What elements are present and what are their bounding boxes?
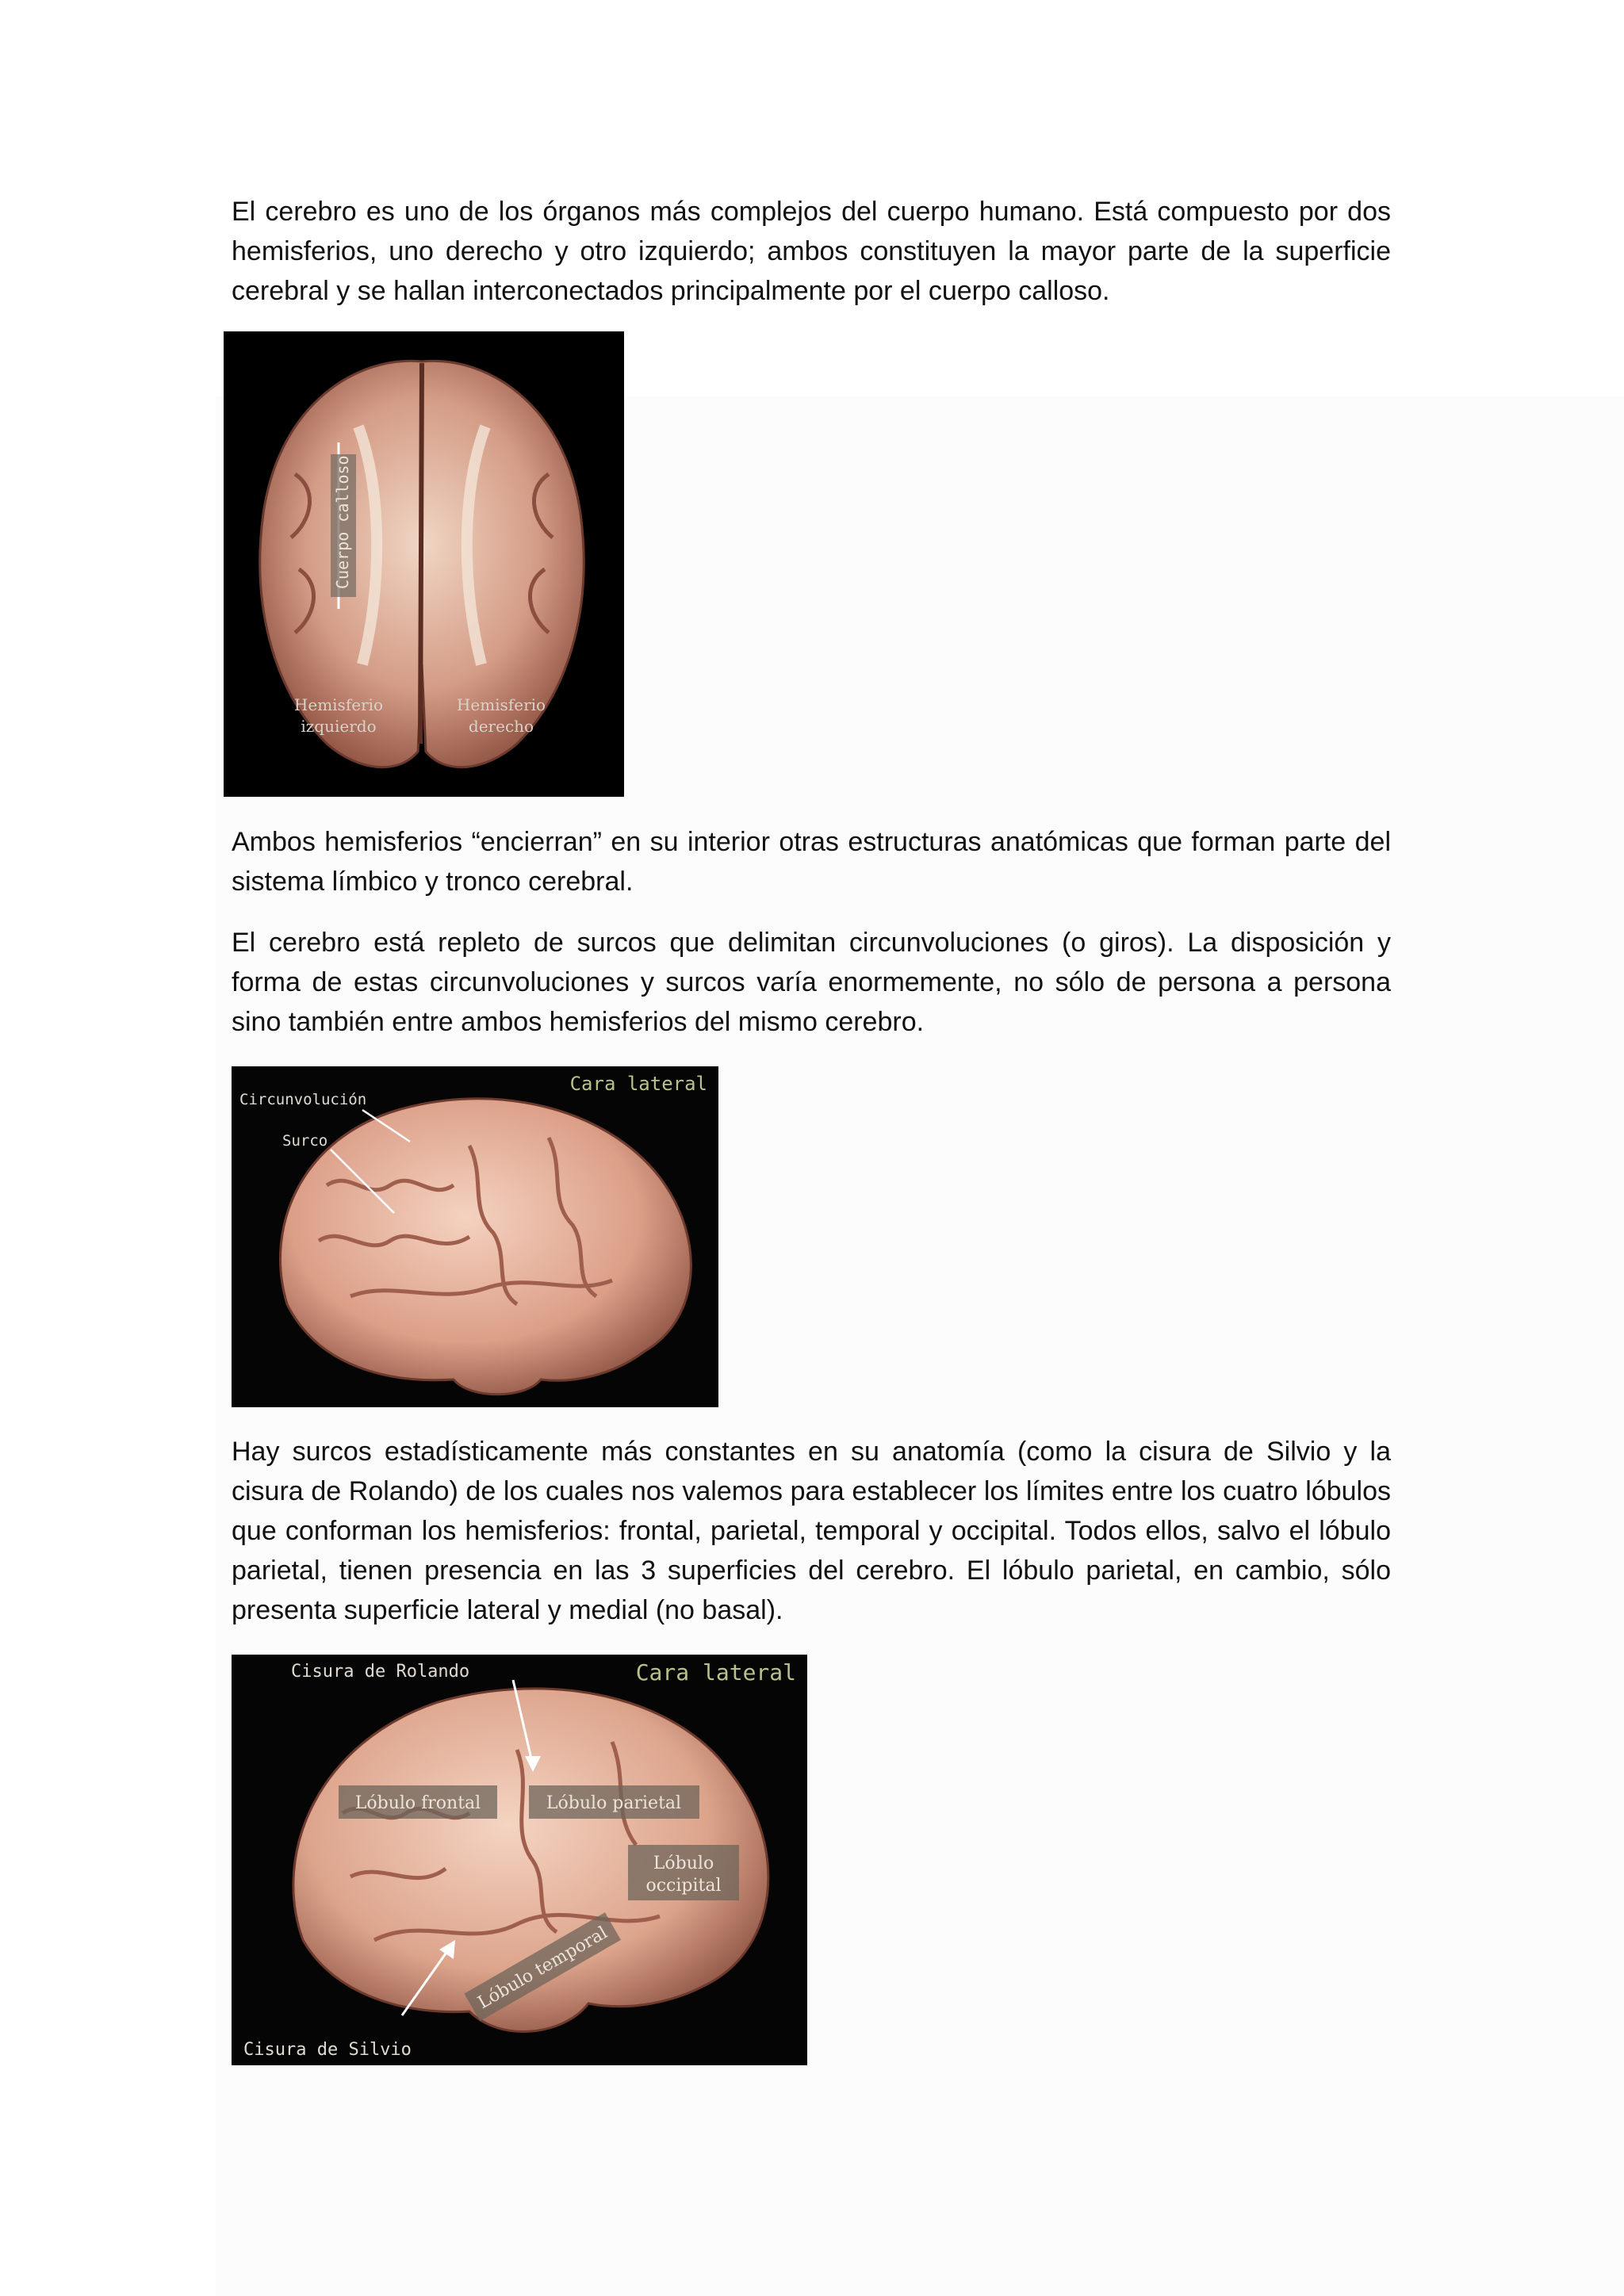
label-right-hemisphere-1: Hemisferio: [456, 695, 546, 714]
label-temporal: Lóbulo temporal: [474, 1923, 611, 2014]
paragraph-lobes: Hay surcos estadísticamente más constantes en su anatomía (como la cisura de Silvio y la cisura de Rolando) de los cuales nos valemos para establecer los límites entre los cuatro lóbulos que conforman los hemisferios: frontal, parietal, temporal y occipital. Todos ellos, salvo el lóbulo parietal, tienen presencia en las 3 superficies del cerebro. El lóbulo parietal, en cambio, sólo presenta superficie lateral y medial (no basal).: [232, 1437, 1391, 1625]
brain-lateral-gyri-image: [232, 1066, 718, 1407]
label-gyrus: Circunvolución: [239, 1091, 367, 1108]
brain-lateral-gyri-drawing: [232, 1066, 718, 1407]
brain-top-view-drawing: [224, 331, 624, 797]
label-frontal: Lóbulo frontal: [354, 1793, 481, 1813]
label-left-hemisphere-1: Hemisferio: [293, 695, 384, 714]
label-parietal: Lóbulo parietal: [546, 1793, 682, 1813]
paragraph-intro: El cerebro es uno de los órganos más complejos del cuerpo humano. Está compuesto por dos hemisferios, uno derecho y otro izquierdo; ambos constituyen la mayor parte de la superficie cerebral y se hallan interconectados principalmente por el cuerpo calloso.: [232, 197, 1391, 306]
paragraph-limbic: Ambos hemisferios “encierran” en su interior otras estructuras anatómicas que forman parte del sistema límbico y tronco cerebral.: [232, 827, 1391, 897]
label-left-hemisphere-2: izquierdo: [301, 717, 377, 736]
brain-lateral-lobes-drawing: [232, 1655, 807, 2065]
label-rolando: Cisura de Rolando: [291, 1662, 470, 1682]
figure3-title: Cara lateral: [635, 1659, 796, 1686]
label-occipital-2: occipital: [645, 1876, 722, 1896]
paragraph-sulci: El cerebro está repleto de surcos que delimitan circunvoluciones (o giros). La disposición y forma de estas circunvoluciones y surcos varía enormemente, no sólo de persona a persona sino también entre ambos hemisferios del mismo cerebro.: [232, 928, 1391, 1037]
brain-top-view-image: [224, 331, 624, 797]
label-callosum: Cuerpo calloso: [333, 455, 352, 589]
label-sulcus: Surco: [282, 1132, 328, 1150]
figure2-title: Cara lateral: [569, 1073, 707, 1095]
label-silvio: Cisura de Silvio: [243, 2040, 412, 2060]
brain-lateral-lobes-image: [232, 1655, 807, 2065]
label-right-hemisphere-2: derecho: [468, 717, 534, 736]
label-occipital-1: Lóbulo: [653, 1854, 714, 1873]
